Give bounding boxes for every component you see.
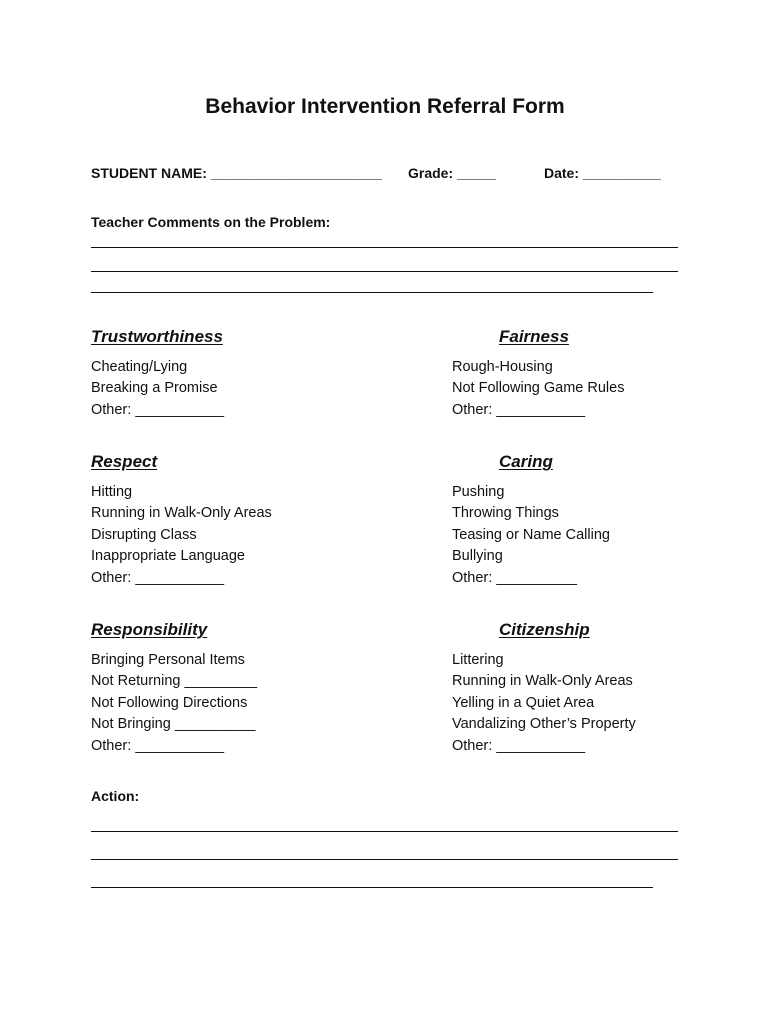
teacher-comments-label: Teacher Comments on the Problem: [91, 214, 331, 230]
fairness-list [452, 357, 624, 421]
citizenship-list [452, 650, 636, 757]
list-item[interactable]: Inappropriate Language [91, 548, 245, 565]
responsibility-list [91, 650, 257, 757]
list-item[interactable]: Other: ___________ [91, 737, 225, 754]
student-name-field[interactable]: STUDENT NAME: ______________________ [91, 165, 383, 181]
action-line-2[interactable] [91, 859, 678, 860]
list-item[interactable]: Breaking a Promise [91, 380, 218, 397]
list-item[interactable]: Disrupting Class [91, 526, 197, 543]
list-item[interactable]: Cheating/Lying [91, 359, 188, 375]
teacher-comments-line-1[interactable] [91, 247, 678, 248]
list-item[interactable]: Yelling in a Quiet Area [452, 694, 595, 711]
caring-heading: Caring [499, 452, 553, 471]
list-item[interactable]: Pushing [452, 484, 505, 500]
list-item[interactable]: Not Returning _________ [91, 673, 258, 690]
list-item[interactable]: Vandalizing Other’s Property [452, 716, 636, 733]
list-item[interactable]: Throwing Things [452, 505, 559, 522]
list-item[interactable]: Other: ___________ [452, 401, 586, 418]
action-line-3[interactable] [91, 887, 653, 888]
grade-field[interactable]: Grade: _____ [408, 165, 496, 181]
list-item[interactable]: Other: ___________ [91, 569, 225, 586]
list-item[interactable]: Running in Walk-Only Areas [452, 673, 633, 690]
list-item[interactable]: Not Following Directions [91, 694, 248, 711]
trustworthiness-heading: Trustworthiness [91, 327, 223, 346]
respect-list [91, 482, 272, 589]
trustworthiness-list [91, 357, 224, 421]
date-field[interactable]: Date: __________ [544, 165, 661, 181]
teacher-comments-line-3[interactable] [91, 292, 653, 293]
responsibility-heading: Responsibility [91, 620, 208, 639]
respect-heading: Respect [91, 452, 158, 471]
teacher-comments-line-2[interactable] [91, 271, 678, 272]
caring-list [452, 482, 610, 589]
list-item[interactable]: Other: ___________ [91, 401, 225, 418]
action-line-1[interactable] [91, 831, 678, 832]
action-label: Action: [91, 788, 140, 804]
list-item[interactable]: Teasing or Name Calling [452, 526, 610, 543]
list-item[interactable]: Hitting [91, 484, 133, 500]
list-item[interactable]: Bullying [452, 548, 503, 565]
list-item[interactable]: Running in Walk-Only Areas [91, 505, 272, 522]
list-item[interactable]: Other: __________ [452, 569, 577, 586]
list-item[interactable]: Littering [452, 652, 504, 668]
citizenship-heading: Citizenship [499, 620, 590, 639]
fairness-heading: Fairness [499, 327, 569, 346]
list-item[interactable]: Rough-Housing [452, 359, 553, 375]
list-item[interactable]: Not Bringing __________ [91, 716, 256, 733]
form-title: Behavior Intervention Referral Form [205, 95, 565, 118]
list-item[interactable]: Other: ___________ [452, 737, 586, 754]
list-item[interactable]: Bringing Personal Items [91, 652, 245, 668]
list-item[interactable]: Not Following Game Rules [452, 380, 625, 397]
